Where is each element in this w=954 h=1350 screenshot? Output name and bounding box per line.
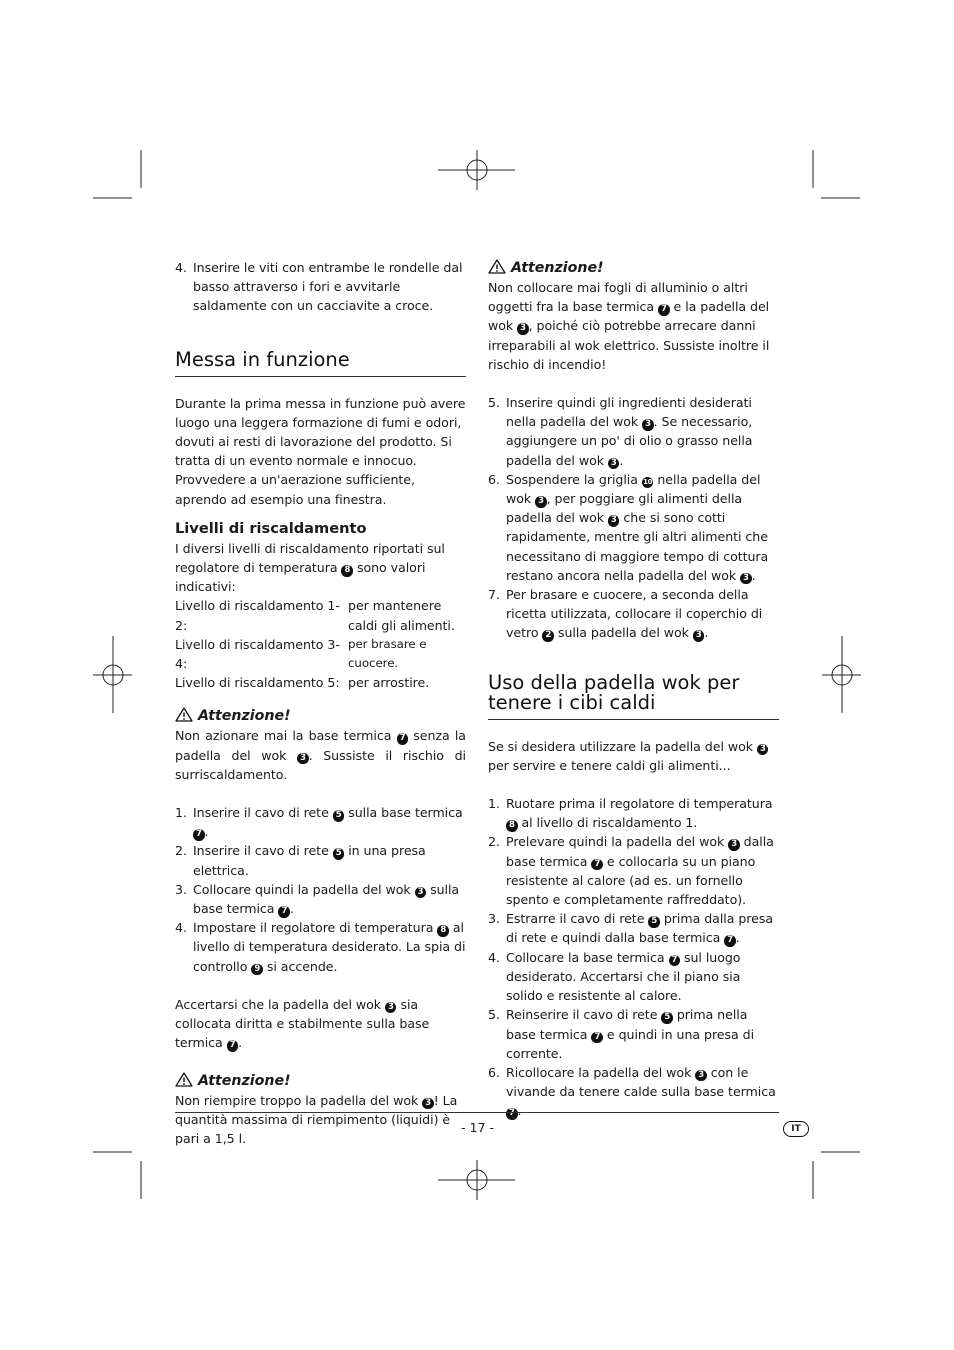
section-title-keep-warm: Uso della padella wok per tenere i cibi caldi <box>488 670 740 714</box>
warning-icon <box>175 1072 193 1087</box>
ref-badge-3: 3 <box>415 887 427 899</box>
list-item: 5. Inserire quindi gli ingredienti desiderati nella padella del wok 3 . Se necessario, aggiungere un po' di olio o grasso nella padella del wok 3 . <box>488 395 753 468</box>
registration-mark-left <box>93 636 132 713</box>
ref-badge-5: 5 <box>333 848 345 860</box>
registration-mark-right <box>822 636 861 713</box>
warning-icon <box>488 259 506 274</box>
ref-badge-3: 3 <box>422 1098 434 1110</box>
ref-badge-3: 3 <box>535 496 547 508</box>
ref-badge-7: 7 <box>658 304 670 316</box>
list-item: 4. Impostare il regolatore di temperatura 8 al livello di temperatura desiderato. La spia di controllo 9 si accende. <box>175 920 466 974</box>
ref-badge-7: 7 <box>591 1032 603 1044</box>
commissioning-intro: Durante la prima messa in funzione può avere luogo una leggera formazione di fumi e odori, dovuti ai resti di lavorazione del prodotto. Si tratta di un evento normale e innocuo. Provvedere a un'aerazione sufficiente, aprendo ad esempio una finestra. <box>175 395 466 507</box>
warning-heading: Attenzione! <box>488 258 779 278</box>
heat-levels-intro: I diversi livelli di riscaldamento riportati sul regolatore di temperatura 8 sono valori indicativi: <box>175 540 445 595</box>
list-item: 6. Ricollocare la padella del wok 3 con le vivande da tenere calde sulla base termica 7 . <box>488 1064 776 1119</box>
list-item: 2. Inserire il cavo di rete 5 in una presa elettrica. <box>175 843 426 878</box>
list-item: 4. Inserire le viti con entrambe le rondelle dal basso attraverso i fori e avvitarle saldamente con un cacciavite a croce. <box>175 260 463 314</box>
ref-badge-10: 10 <box>642 477 654 489</box>
cooking-step-list <box>488 393 779 643</box>
heat-level-value: per mantenere caldi gli alimenti. <box>348 598 455 633</box>
ref-badge-2: 2 <box>542 630 554 642</box>
list-item: 1. Ruotare prima il regolatore di temperatura 8 al livello di riscaldamento 1. <box>488 796 773 831</box>
list-item: 1. Inserire il cavo di rete 5 sulla base termica 7 . <box>175 805 463 840</box>
warning-heading: Attenzione! <box>175 706 466 726</box>
keep-warm-step-list <box>488 794 779 1120</box>
ref-badge-3: 3 <box>297 753 309 765</box>
left-column <box>175 258 466 1148</box>
placement-check-text: Accertarsi che la padella del wok 3 sia collocata diritta e stabilmente sulla base termica 7 . <box>175 996 430 1051</box>
list-item: 4. Collocare la base termica 7 sul luogo desiderato. Accertarsi che il piano sia solido e resistente al calore. <box>488 949 741 1004</box>
ref-badge-5: 5 <box>333 810 345 822</box>
ref-badge-9: 9 <box>251 964 263 976</box>
ref-badge-8: 8 <box>341 565 353 577</box>
registration-mark-top <box>438 150 515 190</box>
list-item: 6. Sospendere la griglia 10 nella padella del wok 3 , per poggiare gli alimenti della padella del wok 3 che si sono cotti rapidamente, mentre gli altri alimenti che necessitano di maggiore tempo di cottura restano ancora nella padella del wok 3 . <box>488 471 769 583</box>
footer-divider <box>175 1112 779 1113</box>
heat-level-value: per arrostire. <box>348 675 430 691</box>
operating-step-list <box>175 803 466 976</box>
assembly-step-list <box>175 258 466 316</box>
warning-text-aluminium: Non collocare mai fogli di alluminio o altri oggetti fra la base termica 7 e la padella del wok 3 , poiché ciò potrebbe arrecare danni irreparabili al wok elettrico. Sussiste inoltre il rischio di incendio! <box>488 280 770 372</box>
ref-badge-7: 7 <box>193 829 205 841</box>
list-item: 3. Collocare quindi la padella del wok 3 sulla base termica 7 . <box>175 881 460 917</box>
ref-badge-7: 7 <box>506 1108 518 1120</box>
registration-mark-bottom <box>438 1160 515 1200</box>
ref-badge-3: 3 <box>695 1070 707 1082</box>
ref-badge-3: 3 <box>728 839 740 851</box>
subsection-title-heat-levels: Livelli di riscaldamento <box>175 519 367 537</box>
heat-level-label: Livello di riscaldamento 1-2: <box>175 598 340 633</box>
heat-level-label: Livello di riscaldamento 5: <box>175 675 340 691</box>
ref-badge-7: 7 <box>278 906 290 918</box>
ref-badge-7: 7 <box>724 935 736 947</box>
ref-badge-3: 3 <box>608 515 620 527</box>
ref-badge-3: 3 <box>517 323 529 335</box>
warning-heading: Attenzione! <box>175 1071 466 1091</box>
section-title-commissioning: Messa in funzione <box>175 347 350 371</box>
keep-warm-intro: Se si desidera utilizzare la padella del wok 3 per servire e tenere caldi gli alimenti... <box>488 737 779 775</box>
language-badge: IT <box>783 1121 809 1137</box>
heat-level-label: Livello di riscaldamento 3-4: <box>175 636 340 672</box>
heat-level-value: per brasare e cuocere. <box>348 636 427 671</box>
ref-badge-5: 5 <box>661 1012 673 1024</box>
list-item: 7. Per brasare e cuocere, a seconda della ricetta utilizzata, collocare il coperchio di vetro 2 sulla padella del wok 3 . <box>488 587 763 641</box>
warning-text-overfill: Non riempire troppo la padella del wok 3 ! La quantità massima di riempimento (liquidi) è pari a 1,5 l. <box>175 1092 458 1146</box>
ref-badge-3: 3 <box>757 744 769 756</box>
ref-badge-3: 3 <box>642 419 654 431</box>
ref-badge-7: 7 <box>397 733 409 745</box>
ref-badge-5: 5 <box>648 916 660 928</box>
list-item: 5. Reinserire il cavo di rete 5 prima nella base termica 7 e quindi in una presa di corrente. <box>488 1007 755 1061</box>
warning-icon <box>175 707 193 722</box>
ref-badge-3: 3 <box>608 458 620 470</box>
warning-text-overheating: Non azionare mai la base termica 7 senza la padella del wok 3 . Sussiste il rischio di surriscaldamento. <box>175 728 467 782</box>
ref-badge-3: 3 <box>385 1002 397 1014</box>
heat-levels-table <box>175 596 466 692</box>
ref-badge-8: 8 <box>437 925 449 937</box>
page-number: - 17 - <box>460 1120 495 1135</box>
list-item: 2. Prelevare quindi la padella del wok 3 dalla base termica 7 e collocarla su un piano resistente al calore (ad es. un fornello spento e completamente raffreddato). <box>488 834 774 908</box>
ref-badge-7: 7 <box>669 955 681 967</box>
ref-badge-7: 7 <box>227 1040 239 1052</box>
ref-badge-3: 3 <box>693 630 705 642</box>
ref-badge-7: 7 <box>591 859 603 871</box>
list-item: 3. Estrarre il cavo di rete 5 prima dalla presa di rete e quindi dalla base termica 7 . <box>488 911 774 946</box>
right-column <box>488 258 779 1121</box>
ref-badge-3: 3 <box>740 573 752 585</box>
ref-badge-8: 8 <box>506 820 518 832</box>
